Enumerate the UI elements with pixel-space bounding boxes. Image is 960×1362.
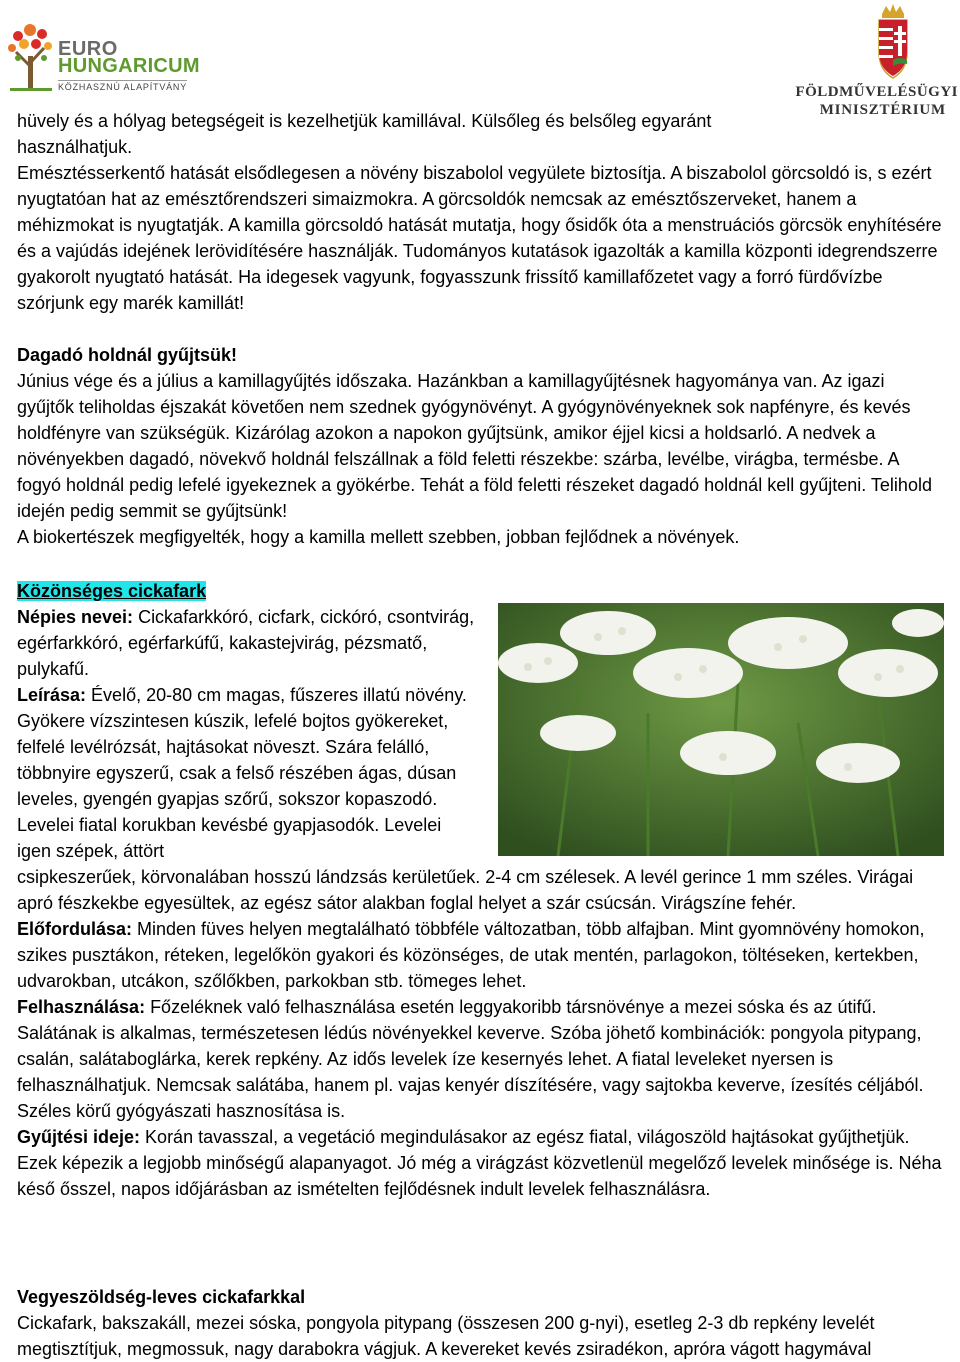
ministry-logo — [795, 4, 960, 120]
yarrow-title: Közönséges cickafark — [17, 581, 207, 601]
yarrow-photo — [498, 603, 944, 856]
yarrow-occ-label: Előfordulása: — [17, 919, 133, 939]
yarrow-flowers-image — [498, 603, 944, 856]
intro-paragraph-1 — [17, 108, 772, 160]
ministry-name-line2: MINISZTÉRIUM — [819, 102, 946, 118]
recipe-title: Vegyeszöldség-leves cickafarkkal — [17, 1287, 306, 1307]
yarrow-left-column — [17, 604, 479, 864]
intro-text-1: hüvely és a hólyag betegségeit is kezelhetjük kamillával. Külsőleg és belsőleg egyaránt használhatjuk. — [17, 111, 712, 157]
yarrow-names-value: Cickafarkkóró, cicfark, cickóró, csontvirág, egérfarkkóró, egérfarkúfű, kakastejvirág, pézsmatő, pulykafű. — [17, 607, 475, 679]
moon-heading: Dagadó holdnál gyűjtsük! — [17, 345, 238, 365]
moon-section — [17, 342, 945, 550]
tree-icon — [4, 22, 58, 94]
yarrow-desc-value-2: csipkeszerűek, körvonalában hosszú lándzsás kerületűek. 2-4 cm szélesek. A levél gerince 1 mm széles. Virágai apró fészkekbe egyesültek, az egész sátor alakban foglal helyet a szár csúcsán. Virágszíne fehér. — [17, 867, 914, 913]
yarrow-use-label: Felhasználása: — [17, 997, 146, 1017]
yarrow-time-label: Gyűjtési ideje: — [17, 1127, 141, 1147]
moon-body: Június vége és a július a kamillagyűjtés időszaka. Hazánkban a kamillagyűjtésnek hagyománya van. Az igazi gyűjtők teliholdas éjszakát követően nem szednek gyógynövényt. A gyógynövényeknek sok napfényre, és kevés holdfényre van szükségük. Kizárólag azokon a napokon gyűjtsünk, amikor éjjel kicsi a holdsarló. A nedvek a növényekben dagadó, növekvő holdnál felszállnak a föld feletti részekbe: szárba, levélbe, virágba, termésbe. A fogyó holdnál pedig lefelé igyekeznek a gyökérbe. Tehát a föld feletti részeket dagadó holdnál kell gyűjteni. Telihold idején pedig semmit se gyűjtsünk! — [17, 371, 932, 521]
euro-hungaricum-logo — [4, 22, 200, 94]
logo-text-foundation: KÖZHASZNÚ ALAPÍTVÁNY — [58, 82, 188, 92]
logo-text-hungaricum: HUNGARICUM — [58, 55, 200, 77]
yarrow-use-value: Főzeléknek való felhasználása esetén leggyakoribb társnövénye a mezei sóska és az útifű. Salátának is alkalmas, természetesen lédús növényekkel keverve. Szóba jöhető kombinációk: pongyola pitypang, csalán, salátaboglárka, kerek repkény. Az idős levelek íze kesernyés lehet. A fiatal leveleket nyersen is felhasználhatjuk. Nemcsak salátába, hanem pl. vajas kenyér díszítésére, vagy sajtokba keverve, ízesítés céljából. Széles körű gyógyászati hasznosítása is. — [17, 997, 924, 1121]
yarrow-time-value: Korán tavasszal, a vegetáció megindulásakor az egész fiatal, világoszöld hajtásokat gyűjthetjük. Ezek képezik a legjobb minőségű alapanyagot. Jó még a virágzást közvetlenül megelőző levelek minősége is. Néha késő ősszel, napos időjárásban az ismételten fejlődésnek indult levelek felhasználásra. — [17, 1127, 942, 1199]
yarrow-full-width — [17, 864, 945, 1202]
yarrow-title-block — [17, 578, 945, 604]
intro-text-2: Emésztésserkentő hatását elsődlegesen a növény biszabolol vegyülete biztosítja. A biszabolol görcsoldó is, s ezért nyugtatóan hat az emésztőrendszeri simaizmokra. A görcsoldók nemcsak az emésztőszerveket, hanem a méhizmokat is nyugtatják. A kamilla görcsoldó hatását mutatja, hogy ősidők óta a menstruációs görcsök enyhítésére és a vajúdás idejének lerövidítésére használják. Tudományos kutatások igazolták a kamilla központi idegrendszerre gyakorolt nyugtató hatását. Ha idegesek vagyunk, fogyasszunk frissítő kamillafőzetet vagy a forró fürdővízbe szórjunk egy marék kamillát! — [17, 163, 942, 313]
yarrow-names-label: Népies nevei: — [17, 607, 134, 627]
yarrow-desc-label: Leírása: — [17, 685, 87, 705]
ministry-name-line1: FÖLDMŰVELÉSÜGYI — [795, 84, 958, 100]
yarrow-desc-value-1: Évelő, 20-80 cm magas, fűszeres illatú növény. Gyökere vízszintesen kúszik, lefelé bojtos gyökereket, felfelé levélrózsát, hajtásokat növeszt. Szára felálló, többnyire egyszerű, csak a felső részében ágas, dúsan leveles, gyengén gyapjas szőrű, sokszor kopaszodó. Levelei fiatal korukban kevésbé gyapjasodók. Levelei igen szépek, áttört — [17, 685, 467, 861]
yarrow-occ-value: Minden füves helyen megtalálható többféle változatban, több alfajban. Mint gyomnövény homokon, szikes pusztákon, réteken, legelőkön gyakori és közönséges, de utak mentén, parlagokon, töltéseken, kertekben, udvarokban, utcákon, szőlőkben, parkokban stb. tömeges lehet. — [17, 919, 925, 991]
coat-of-arms-icon — [874, 4, 912, 82]
intro-paragraph-2 — [17, 160, 945, 316]
recipe-body: Cickafark, bakszakáll, mezei sóska, pongyola pitypang (összesen 200 g-nyi), esetleg 2-3 db repkény levelét megtisztítjuk, megmossuk, nagy darabokra vágjuk. A kevereket kevés zsiradékon, apróra vágott hagymával — [17, 1313, 875, 1359]
recipe-section — [17, 1284, 945, 1362]
logo-text-euro: EURO — [58, 38, 118, 60]
moon-last: A biokertészek megfigyelték, hogy a kamilla mellett szebben, jobban fejlődnek a növények. — [17, 527, 740, 547]
